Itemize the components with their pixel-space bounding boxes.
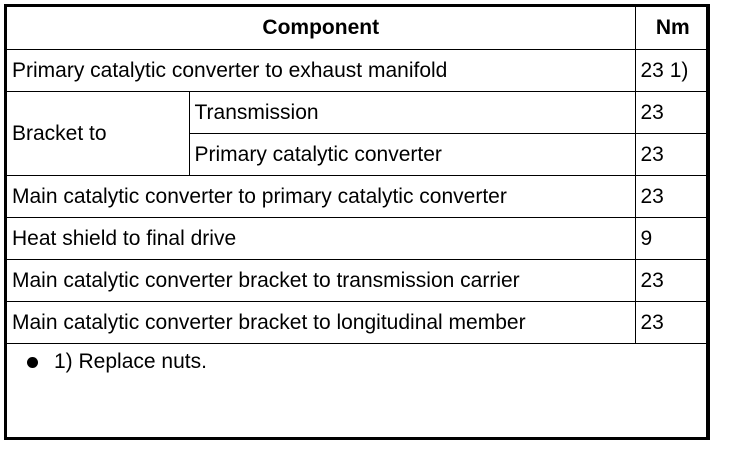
torque-specification-sheet	[4, 4, 710, 440]
footnote-text: 1) Replace nuts.	[54, 350, 207, 373]
component-cell: Heat shield to final drive	[7, 218, 635, 260]
torque-value-cell: 23	[635, 134, 710, 176]
component-cell: Main catalytic converter to primary catalytic converter	[7, 176, 635, 218]
group-cell-bracket-to: Bracket to	[7, 92, 189, 176]
torque-value-cell: 23	[635, 92, 710, 134]
header-nm: Nm	[635, 7, 710, 50]
table-row	[7, 218, 710, 260]
table-row	[7, 176, 710, 218]
component-cell: Primary catalytic converter	[189, 134, 635, 176]
table-row	[7, 92, 710, 134]
table-row	[7, 260, 710, 302]
component-cell: Main catalytic converter bracket to longitudinal member	[7, 302, 635, 344]
table-header-row	[7, 7, 710, 50]
torque-value-cell: 23	[635, 302, 710, 344]
torque-value-cell: 23	[635, 260, 710, 302]
footnote	[7, 344, 706, 374]
torque-value-cell: 23	[635, 176, 710, 218]
component-cell: Main catalytic converter bracket to transmission carrier	[7, 260, 635, 302]
torque-value-cell: 9	[635, 218, 710, 260]
torque-table	[7, 7, 710, 344]
component-cell: Transmission	[189, 92, 635, 134]
torque-value-cell: 23 1)	[635, 50, 710, 92]
bullet-icon	[27, 357, 38, 368]
table-row	[7, 302, 710, 344]
table-row	[7, 50, 710, 92]
header-component: Component	[7, 7, 635, 50]
component-cell: Primary catalytic converter to exhaust manifold	[7, 50, 635, 92]
